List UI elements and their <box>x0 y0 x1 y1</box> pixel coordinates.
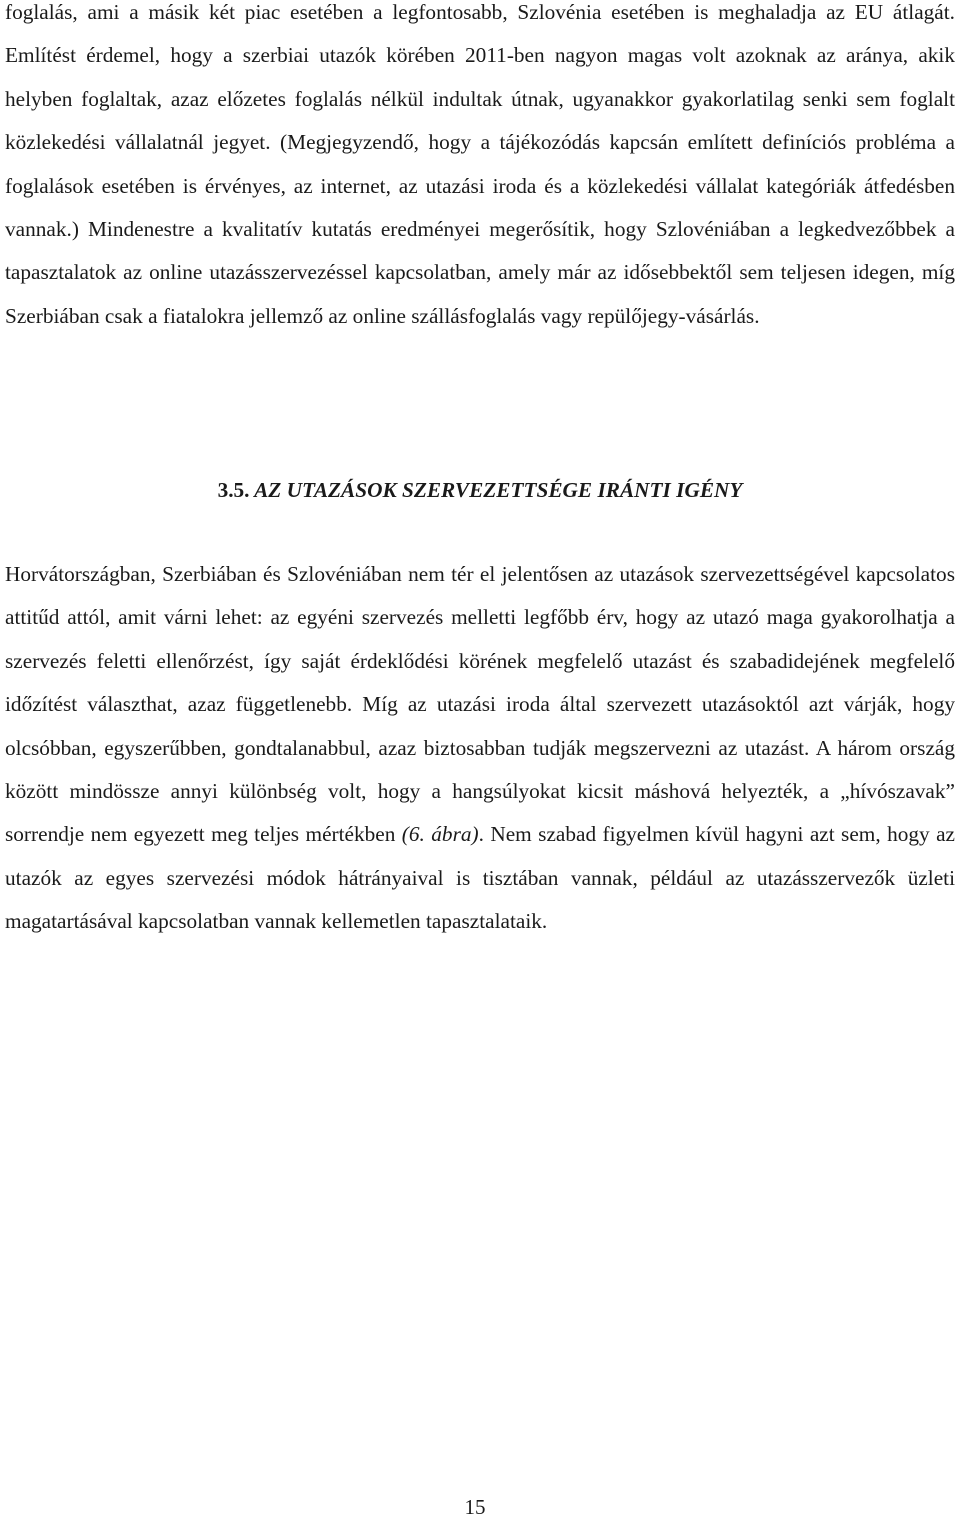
paragraph-text: foglalás, ami a másik két piac esetében a legfontosabb, Szlovénia esetében is meghaladja az EU átlagát. Említést érdemel, hogy a szerbiai utazók körében 2011-ben nagyon magas volt azoknak az aránya, akik helyben foglaltak, azaz előzetes foglalás nélkül indultak útnak, ugyanakkor gyakorlatilag senki sem foglalt közlekedési vállalatnál jegyet. (Megjegyzendő, hogy a tájékozódás kapcsán említett definíciós probléma a foglalások esetében is érvényes, az internet, az utazási iroda és a közlekedési vállalat kategóriák átfedésben vannak.) Mindenestre a kvalitatív kutatás eredményei megerősítik, hogy Szlovéniában a legkedvezőbbek a tapasztalatok az online utazásszervezéssel kapcsolatban, amely már az idősebbektől sem teljesen idegen, míg Szerbiában csak a fiatalokra jellemző az online szállásfoglalás vagy repülőjegy-vásárlás. <box>5 0 955 328</box>
section-number: 3.5. <box>217 478 250 502</box>
figure-reference: (6. ábra) <box>401 822 479 847</box>
paragraph-text-continued: . Nem szabad figyelmen kívül hagyni azt sem, hogy az utazók az egyes szervezési módok hátrányaival is tisztában vannak, például az utazásszervezők üzleti magatartásával kapcsolatban vannak kellemetlen tapasztalataik. <box>5 822 956 934</box>
paragraph-text: Horvátországban, Szerbiában és Szlovéniában nem tér el jelentősen az utazások szervezettségével kapcsolatos attitűd attól, amit várni lehet: az egyéni szervezés melletti legfőbb érv, hogy az utazó maga gyakorolhatja a szervezés feletti ellenőrzést, így saját érdeklődési körének megfelelő utazást és szabadidejének megfelelő időzítést választhat, azaz függetlenebb. Míg az utazási iroda által szervezett utazásoktól azt várják, hogy olcsóbban, egyszerűbben, gondtalanabbul, azaz biztosabban tudják megszervezni az utazást. A három ország között mindössze annyi különbség volt, hogy a hangsúlyokat kicsit máshová helyezték, a „hívószavak” sorrendje nem egyezett meg teljes mértékben <box>5 562 955 847</box>
body-paragraph-booking <box>5 0 955 338</box>
section-heading <box>5 469 955 512</box>
page-number: 15 <box>464 1495 486 1519</box>
body-paragraph-organization <box>5 553 955 944</box>
section-title: AZ UTAZÁSOK SZERVEZETTSÉGE IRÁNTI IGÉNY <box>254 478 743 502</box>
